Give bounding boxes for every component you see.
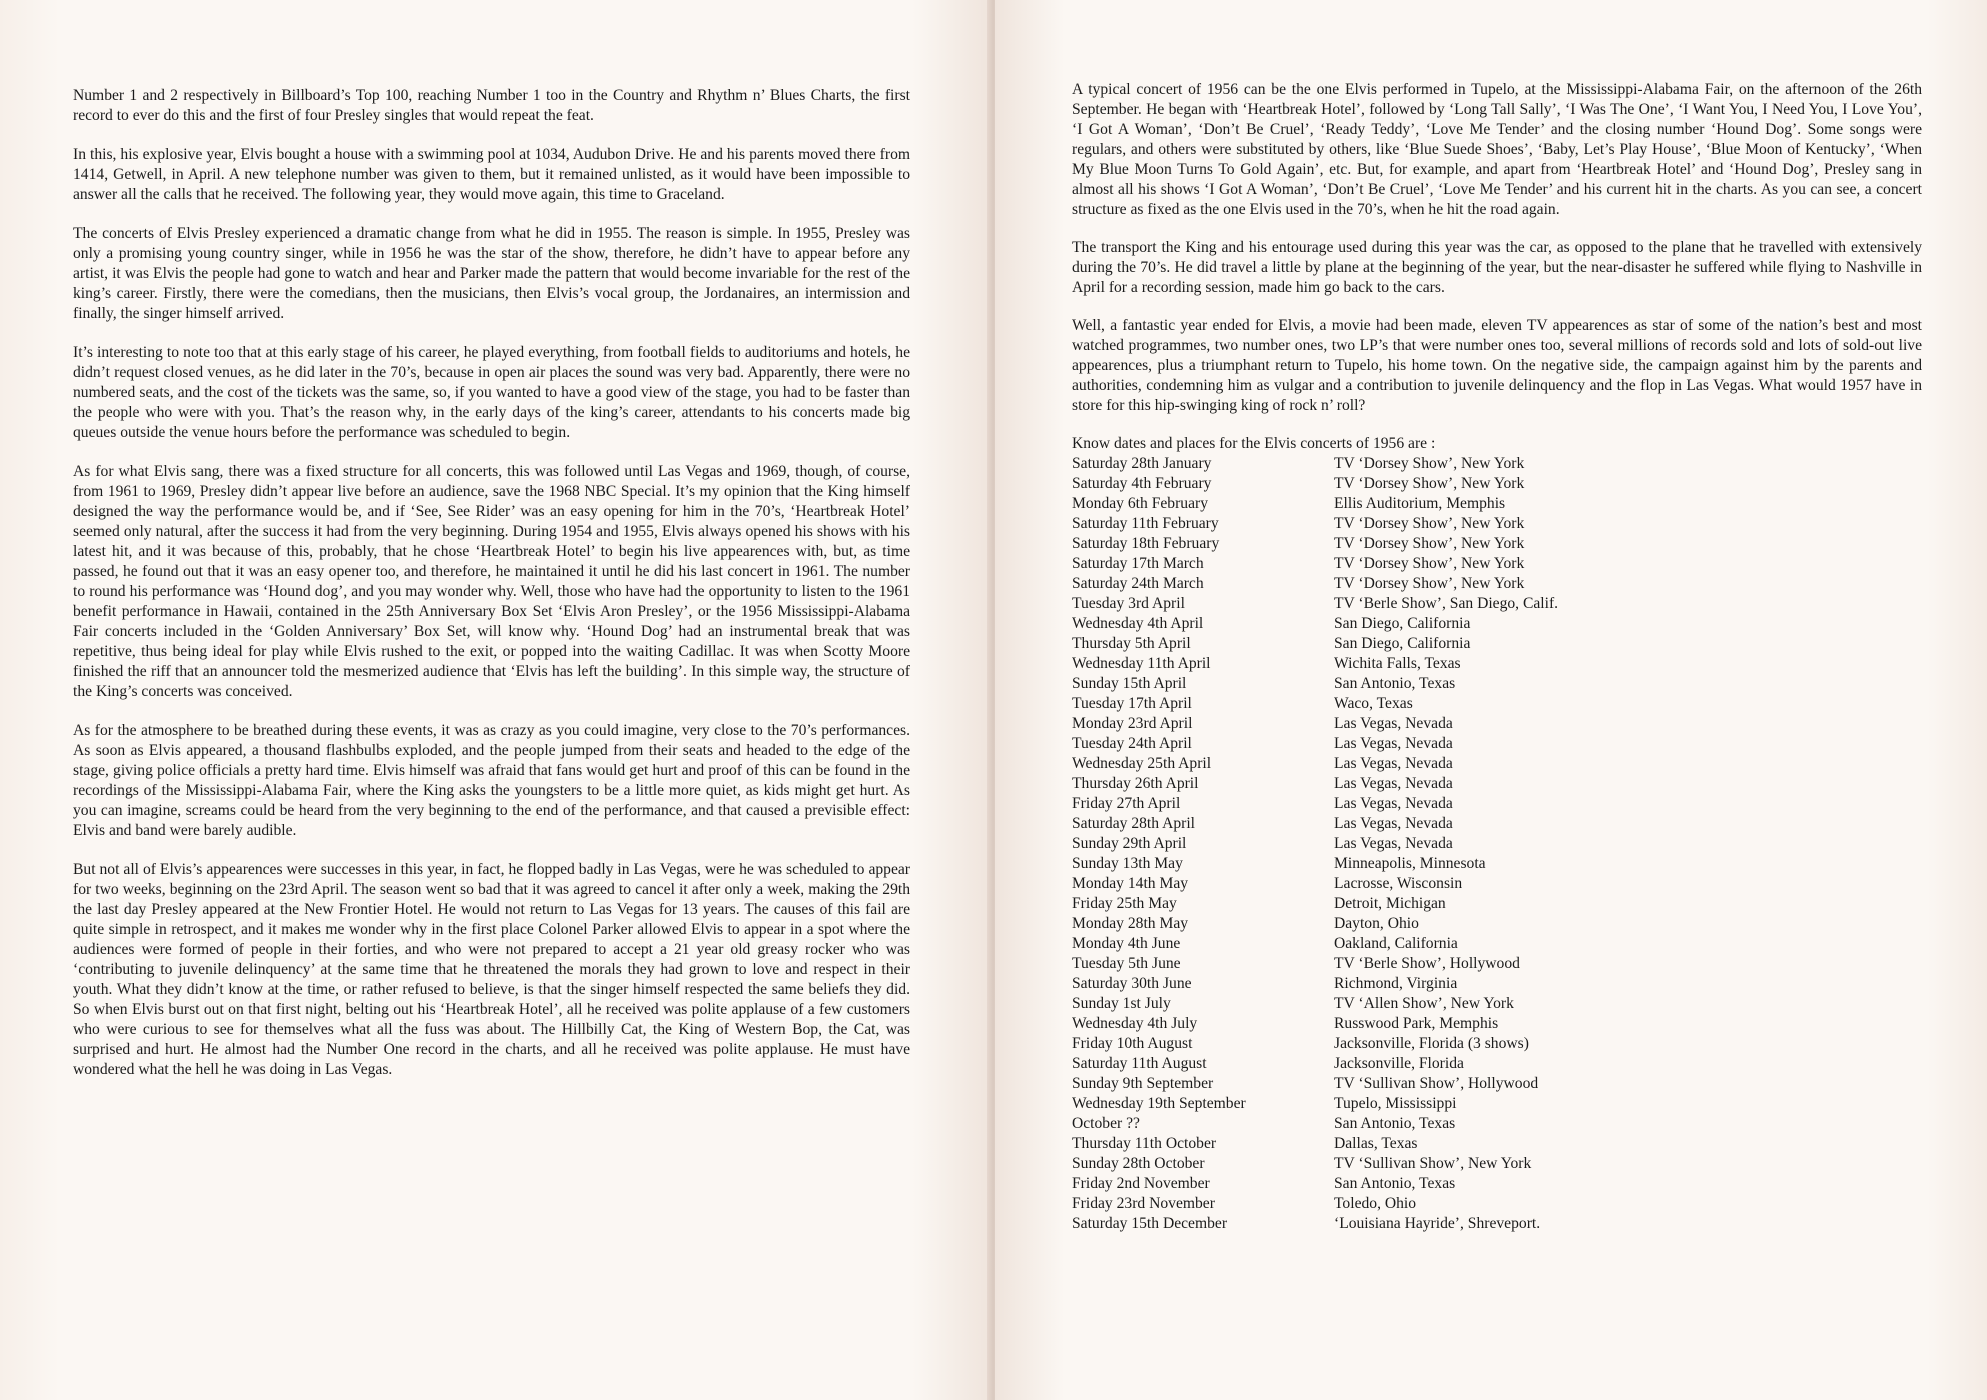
- concert-place: San Antonio, Texas: [1334, 1115, 1456, 1132]
- concert-place: Ellis Auditorium, Memphis: [1334, 495, 1506, 512]
- concert-row: [1072, 474, 1922, 494]
- concert-place: Dayton, Ohio: [1334, 915, 1419, 932]
- paragraph: As for the atmosphere to be breathed during these events, it was as crazy as you could imagine, very close to the 70’s performances. As soon as Elvis appeared, a thousand flashbulbs exploded, and the people jumped from their seats and headed to the edge of the stage, giving police officials a pretty hard time. Elvis himself was afraid that fans would get hurt and proof of this can be found in the recordings of the Mississippi-Alabama Fair, where the King asks the youngsters to be a little more quiet, as kids might get hurt. As you can imagine, screams could be heard from the very beginning to the end of the performance, and that caused a previsible effect: Elvis and band were barely audible.: [73, 722, 910, 839]
- concert-date: Tuesday 5th June: [1072, 955, 1181, 972]
- concert-place: Detroit, Michigan: [1334, 895, 1446, 912]
- concert-date: Wednesday 19th September: [1072, 1095, 1246, 1112]
- concert-row: [1072, 954, 1922, 974]
- concert-place: Wichita Falls, Texas: [1334, 655, 1461, 672]
- concert-row: [1072, 774, 1922, 794]
- concert-place: Tupelo, Mississippi: [1334, 1095, 1457, 1112]
- concert-row: [1072, 1134, 1922, 1154]
- concert-date: Tuesday 24th April: [1072, 735, 1192, 752]
- concert-row: [1072, 714, 1922, 734]
- concert-date: Friday 25th May: [1072, 895, 1177, 912]
- paragraph: The transport the King and his entourage used during this year was the car, as opposed to the plane that he travelled with extensively during the 70’s. He did travel a little by plane at the beginning of the year, but the near-disaster he suffered while flying to Nashville in April for a recording session, made him go back to the cars.: [1072, 239, 1922, 296]
- concert-row: [1072, 794, 1922, 814]
- concert-date: Tuesday 3rd April: [1072, 595, 1185, 612]
- concert-date: Sunday 9th September: [1072, 1075, 1214, 1092]
- concert-place: Las Vegas, Nevada: [1334, 835, 1453, 852]
- concert-date: Friday 2nd November: [1072, 1175, 1210, 1192]
- concert-row: [1072, 1174, 1922, 1194]
- paragraph: It’s interesting to note too that at this early stage of his career, he played everything, from football fields to auditoriums and hotels, he didn’t request closed venues, as he did later in the 70’s, because in open air places the sound was very bad. Apparently, there were no numbered seats, and the cost of the tickets was the same, so, if you wanted to have a good view of the stage, you had to be faster than the people who were with you. That’s the reason why, in the early days of the king’s career, attendants to his concerts made big queues outside the venue hours before the performance was scheduled to begin.: [73, 344, 910, 441]
- concert-row: [1072, 754, 1922, 774]
- concert-place: Russwood Park, Memphis: [1334, 1015, 1499, 1032]
- concert-row: [1072, 834, 1922, 854]
- concert-date: Friday 10th August: [1072, 1035, 1193, 1052]
- concert-row: [1072, 894, 1922, 914]
- concert-row: [1072, 814, 1922, 834]
- concert-row: [1072, 574, 1922, 594]
- concert-date: Sunday 28th October: [1072, 1155, 1205, 1172]
- concert-date: Sunday 15th April: [1072, 675, 1187, 692]
- concert-place: Richmond, Virginia: [1334, 975, 1458, 992]
- concert-date: Thursday 5th April: [1072, 635, 1191, 652]
- concert-date: Friday 23rd November: [1072, 1195, 1215, 1212]
- concert-row: [1072, 634, 1922, 654]
- concert-row: [1072, 554, 1922, 574]
- concert-row: [1072, 874, 1922, 894]
- left-page: [0, 0, 992, 1400]
- concert-place: Las Vegas, Nevada: [1334, 755, 1453, 772]
- concert-list: [1072, 454, 1922, 1234]
- concert-date: Saturday 4th February: [1072, 475, 1212, 492]
- concert-place: San Antonio, Texas: [1334, 1175, 1456, 1192]
- concert-row: [1072, 534, 1922, 554]
- concert-row: [1072, 454, 1922, 474]
- concert-row: [1072, 994, 1922, 1014]
- concert-place: Dallas, Texas: [1334, 1135, 1418, 1152]
- concert-date: Wednesday 4th July: [1072, 1015, 1198, 1032]
- concert-date: Wednesday 11th April: [1072, 655, 1211, 672]
- concert-place: TV ‘Dorsey Show’, New York: [1334, 575, 1525, 592]
- concert-place: TV ‘Allen Show’, New York: [1334, 995, 1514, 1012]
- concert-date: Wednesday 4th April: [1072, 615, 1204, 632]
- concert-date: Sunday 29th April: [1072, 835, 1187, 852]
- paragraph: But not all of Elvis’s appearences were successes in this year, in fact, he flopped badly in Las Vegas, were he was scheduled to appear for two weeks, beginning on the 23rd April. The season went so bad that it was agreed to cancel it after only a week, making the 29th the last day Presley appeared at the New Frontier Hotel. He would not return to Las Vegas for 13 years. The causes of this fail are quite simple in retrospect, and it makes me wonder why in the first place Colonel Parker allowed Elvis to appear in a spot where the audiences were formed of people in their forties, and who were not prepared to accept a 21 year old greasy rocker who was ‘contributing to juvenile delinquency’ at the same time that he threatened the morals they had grown to love and respect in their youth. What they didn’t know at the time, or rather refused to believe, is that the singer himself respected the same beliefs they did. So when Elvis burst out on that first night, belting out his ‘Heartbreak Hotel’, all he received was polite applause of a few customers who were curious to see for themselves what all the fuss was about. The Hillbilly Cat, the King of Western Bop, the Cat, was surprised and hurt. He almost had the Number One record in the charts, and all he received was polite applause. He must have wondered what the hell he was doing in Las Vegas.: [73, 861, 910, 1078]
- concert-date: Saturday 28th April: [1072, 815, 1196, 832]
- concert-row: [1072, 914, 1922, 934]
- concert-row: [1072, 494, 1922, 514]
- concert-date: October ??: [1072, 1115, 1140, 1132]
- concert-place: San Diego, California: [1334, 635, 1471, 652]
- concert-place: Jacksonville, Florida: [1334, 1055, 1464, 1072]
- concert-date: Thursday 26th April: [1072, 775, 1199, 792]
- concert-row: [1072, 1114, 1922, 1134]
- concert-date: Thursday 11th October: [1072, 1135, 1217, 1152]
- concert-row: [1072, 854, 1922, 874]
- concert-row: [1072, 1014, 1922, 1034]
- concert-date: Saturday 11th February: [1072, 515, 1219, 532]
- concert-row: [1072, 1074, 1922, 1094]
- concert-date: Monday 23rd April: [1072, 715, 1193, 732]
- right-page: [995, 0, 1987, 1400]
- concert-place: TV ‘Sullivan Show’, New York: [1334, 1155, 1532, 1172]
- concert-row: [1072, 1194, 1922, 1214]
- paragraph: Number 1 and 2 respectively in Billboard’s Top 100, reaching Number 1 too in the Country and Rhythm n’ Blues Charts, the first record to ever do this and the first of four Presley singles that would repeat the feat.: [73, 87, 910, 124]
- concert-date: Saturday 15th December: [1072, 1215, 1228, 1232]
- concert-row: [1072, 734, 1922, 754]
- concert-row: [1072, 1154, 1922, 1174]
- concert-row: [1072, 974, 1922, 994]
- concert-date: Wednesday 25th April: [1072, 755, 1212, 772]
- concert-date: Monday 4th June: [1072, 935, 1181, 952]
- paragraph: A typical concert of 1956 can be the one Elvis performed in Tupelo, at the Mississippi-Alabama Fair, on the afternoon of the 26th September. He began with ‘Heartbreak Hotel’, followed by ‘Long Tall Sally’, ‘I Was The One’, ‘I Want You, I Need You, I Love You’, ‘I Got A Woman’, ‘Don’t Be Cruel’, ‘Ready Teddy’, ‘Love Me Tender’ and the closing number ‘Hound Dog’. Some songs were regulars, and others were substituted by others, like ‘Blue Suede Shoes’, ‘Baby, Let’s Play House’, ‘Blue Moon of Kentucky’, ‘When My Blue Moon Turns To Gold Again’, etc. But, for example, and apart from ‘Heartbreak Hotel’ and ‘Hound Dog’, Presley sang in almost all his shows ‘I Got A Woman’, ‘Don’t Be Cruel’, ‘Love Me Tender’ and his current hit in the charts. As you can see, a concert structure as fixed as the one Elvis used in the 70’s, when he hit the road again.: [1072, 81, 1922, 218]
- concert-date: Saturday 18th February: [1072, 535, 1220, 552]
- concert-row: [1072, 674, 1922, 694]
- concert-date: Monday 14th May: [1072, 875, 1189, 892]
- concert-place: Las Vegas, Nevada: [1334, 815, 1453, 832]
- concert-place: TV ‘Dorsey Show’, New York: [1334, 455, 1525, 472]
- concert-place: San Antonio, Texas: [1334, 675, 1456, 692]
- paragraph: The concerts of Elvis Presley experienced a dramatic change from what he did in 1955. The reason is simple. In 1955, Presley was only a promising young country singer, while in 1956 he was the star of the show, therefore, he didn’t have to appear before any artist, it was Elvis the people had gone to watch and hear and Parker made the pattern that would become invariable for the rest of the king’s career. Firstly, there were the comedians, then the musicians, then Elvis’s vocal group, the Jordanaires, an intermission and finally, the singer himself arrived.: [73, 225, 910, 322]
- concert-place: TV ‘Dorsey Show’, New York: [1334, 475, 1525, 492]
- concert-place: TV ‘Berle Show’, San Diego, Calif.: [1334, 595, 1559, 612]
- concert-date: Monday 28th May: [1072, 915, 1189, 932]
- concert-date: Tuesday 17th April: [1072, 695, 1192, 712]
- right-page-text: [1072, 80, 1922, 1234]
- concert-place: ‘Louisiana Hayride’, Shreveport.: [1334, 1215, 1541, 1232]
- concert-place: Las Vegas, Nevada: [1334, 735, 1453, 752]
- concert-row: [1072, 1034, 1922, 1054]
- concert-date: Sunday 1st July: [1072, 995, 1171, 1012]
- concert-row: [1072, 694, 1922, 714]
- concert-date: Saturday 11th August: [1072, 1055, 1207, 1072]
- concert-row: [1072, 514, 1922, 534]
- paragraph: Well, a fantastic year ended for Elvis, a movie had been made, eleven TV appearences as star of some of the nation’s best and most watched programmes, two number ones, two LP’s that were number ones too, several millions of records sold and lots of sold-out live appearences, plus a triumphant return to Tupelo, his home town. On the negative side, the campaign against him by the parents and authorities, condemning him as vulgar and a contribution to juvenile delinquency and the flop in Las Vegas. What would 1957 have in store for this hip-swinging king of rock n’ roll?: [1072, 317, 1922, 414]
- concert-row: [1072, 1094, 1922, 1114]
- concert-row: [1072, 934, 1922, 954]
- concert-place: TV ‘Sullivan Show’, Hollywood: [1334, 1075, 1539, 1092]
- concert-date: Friday 27th April: [1072, 795, 1181, 812]
- concert-place: Toledo, Ohio: [1334, 1195, 1417, 1212]
- concert-date: Monday 6th February: [1072, 495, 1208, 512]
- concert-row: [1072, 1054, 1922, 1074]
- concert-place: Lacrosse, Wisconsin: [1334, 875, 1463, 892]
- concert-place: Minneapolis, Minnesota: [1334, 855, 1486, 872]
- concerts-heading: Know dates and places for the Elvis concerts of 1956 are :: [1072, 435, 1436, 452]
- concert-place: Las Vegas, Nevada: [1334, 775, 1453, 792]
- concert-date: Saturday 17th March: [1072, 555, 1204, 572]
- concert-place: Waco, Texas: [1334, 695, 1413, 712]
- concert-place: Las Vegas, Nevada: [1334, 795, 1453, 812]
- concert-row: [1072, 1214, 1922, 1234]
- concert-row: [1072, 594, 1922, 614]
- concert-date: Saturday 24th March: [1072, 575, 1204, 592]
- paragraph: As for what Elvis sang, there was a fixed structure for all concerts, this was followed until Las Vegas and 1969, though, of course, from 1961 to 1969, Presley didn’t appear live before an audience, save the 1968 NBC Special. It’s my opinion that the King himself designed the way the performance would be, and if ‘See, See Rider’ was an easy opening for him in the 70’s, ‘Heartbreak Hotel’ seemed only natural, after the success it had from the very beginning. During 1954 and 1955, Elvis always opened his shows with his latest hit, and it was because of this, probably, that he chose ‘Heartbreak Hotel’ to begin his live appearences with, but, as time passed, he found out that it was an easy opener too, and therefore, he maintained it until he did his last concert in 1961. The number to round his performance was ‘Hound dog’, and you may wonder why. Well, those who have had the opportunity to listen to the 1961 benefit performance in Hawaii, contained in the 25th Anniversary Box Set ‘Elvis Aron Presley’, or the 1956 Mississippi-Alabama Fair concerts included in the ‘Golden Anniversary’ Box Set, will know why. ‘Hound Dog’ had an instrumental break that was repetitive, thus being ideal for play while Elvis rushed to the exit, or popped into the waiting Cadillac. It was when Scotty Moore finished the riff that an announcer told the mesmerized audience that ‘Elvis has left the building’. In this simple way, the structure of the King’s concerts was conceived.: [73, 463, 910, 700]
- concert-place: TV ‘Dorsey Show’, New York: [1334, 535, 1525, 552]
- concert-row: [1072, 614, 1922, 634]
- concert-place: Jacksonville, Florida (3 shows): [1334, 1035, 1529, 1052]
- concert-date: Saturday 28th January: [1072, 455, 1212, 472]
- concert-place: TV ‘Dorsey Show’, New York: [1334, 515, 1525, 532]
- paragraph: In this, his explosive year, Elvis bought a house with a swimming pool at 1034, Audubon Drive. He and his parents moved there from 1414, Getwell, in April. A new telephone number was given to them, but it remained unlisted, as it would have been impossible to answer all the calls that he received. The following year, they would move again, this time to Graceland.: [73, 146, 910, 203]
- concert-row: [1072, 654, 1922, 674]
- concert-place: TV ‘Berle Show’, Hollywood: [1334, 955, 1520, 972]
- concert-place: Oakland, California: [1334, 935, 1458, 952]
- concert-date: Sunday 13th May: [1072, 855, 1183, 872]
- concert-place: TV ‘Dorsey Show’, New York: [1334, 555, 1525, 572]
- left-page-text: [73, 86, 910, 1099]
- concert-place: San Diego, California: [1334, 615, 1471, 632]
- concert-date: Saturday 30th June: [1072, 975, 1192, 992]
- concert-place: Las Vegas, Nevada: [1334, 715, 1453, 732]
